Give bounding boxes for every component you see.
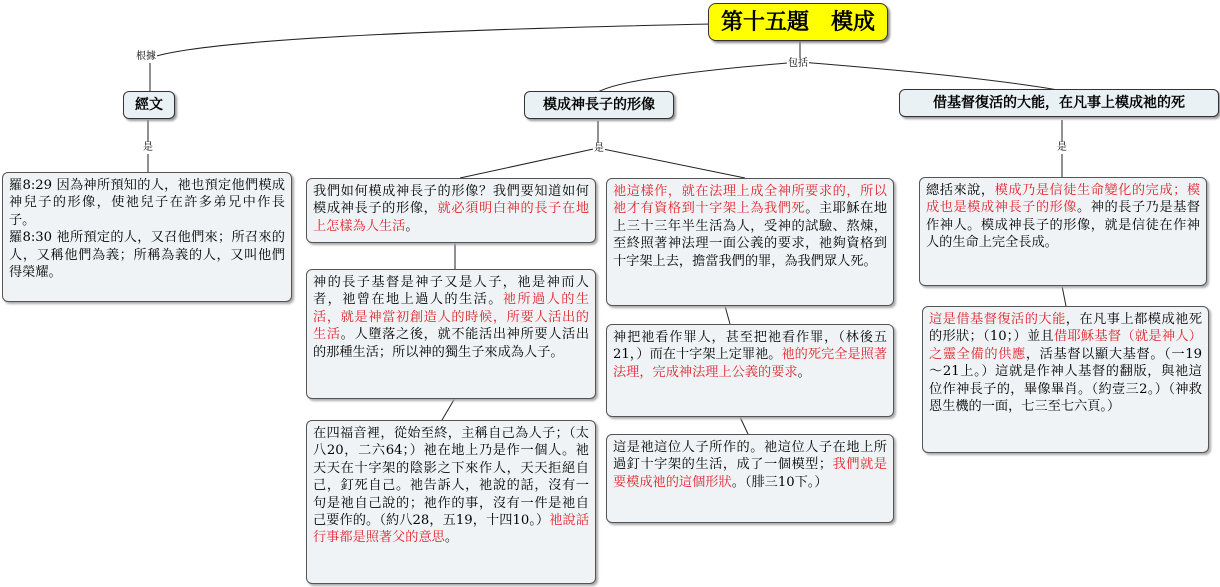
image-box-2[interactable]: 神的長子基督是神子又是人子，祂是神而人者，祂曾在地上過人的生活。祂所過人的生活，就是神當初創造人的時候，所要人活出的生活。人墮落之後，就不能活出神所要人活出的那種生活；所以神的獨生子來成為人子。: [306, 269, 596, 399]
scripture-box[interactable]: 羅8:29 因為神所預知的人，祂也預定他們模成神兒子的形像，使祂兒子在許多弟兄中作長子。 羅8:30 祂所預定的人，又召他們來；所召來的人，又稱他們為義；所稱為義的人，又叫他們得榮耀。: [2, 172, 292, 302]
branch-power[interactable]: 借基督復活的大能，在凡事上模成祂的死: [899, 89, 1219, 117]
branch-scripture[interactable]: 經文: [123, 91, 175, 119]
power-box-1[interactable]: 總括來說，模成乃是信徒生命變化的完成；模成也是模成神長子的形像。神的長子乃是基督作神人。模成神長子的形像，就是信徒在作神人的生命上完全長成。: [919, 177, 1207, 286]
line-p1-p2: [1062, 286, 1066, 306]
label-is-power: 是: [1057, 142, 1067, 153]
root-topic[interactable]: 第十五題 模成: [708, 3, 888, 41]
image-box-4[interactable]: 祂這樣作，就在法理上成全神所要求的，所以祂才有資格到十字架上為我們死。主耶穌在地上三十三年半生活為人，受神的試驗、熬煉，至終照著神法理一面公義的要求，祂夠資格到十字架上去，擔當我們的罪，為我們眾人死。: [606, 178, 894, 306]
label-includes: 包括: [788, 58, 808, 69]
label-is-image: 是: [594, 143, 604, 154]
line-b5-b6: [740, 417, 748, 434]
line-b2-b3: [442, 398, 455, 420]
line-root-scripture: [150, 24, 712, 92]
image-box-1[interactable]: 我們如何模成神長子的形像？我們要知道如何模成神長子的形像，就必須明白神的長子在地上怎樣為人生活。: [306, 178, 596, 243]
power-box-2[interactable]: 這是借基督復活的大能，在凡事上都模成祂死的形狀；（10；）並且借耶穌基督（就是神人）之靈全備的供應，活基督以顯大基督。（一19～21上。）這就是作神人基督的翻版，與祂這位作神長子的，畢像畢肖。（約壹三2。）（神救恩生機的一面，七三至七六頁。）: [922, 306, 1209, 453]
image-box-5[interactable]: 神把祂看作罪人，甚至把祂看作罪，（林後五21，）而在十字架上定罪祂。祂的死完全是照著法理，完成神法理上公義的要求。: [606, 324, 894, 417]
line-b4-b5: [725, 306, 730, 324]
label-basis: 根據: [136, 51, 156, 62]
label-is-scripture: 是: [143, 142, 153, 153]
line-hub-power: [800, 62, 1058, 90]
image-box-6[interactable]: 這是祂這位人子所作的。祂這位人子在地上所過釘十字架的生活，成了一個模型；我們就是要模成祂的這個形狀。（腓三10下。）: [606, 434, 894, 523]
line-imagehub-b4: [598, 148, 745, 178]
branch-image[interactable]: 模成神長子的形像: [524, 91, 674, 119]
image-box-3[interactable]: 在四福音裡，從始至終，主稱自己為人子；（太八20，二六64；）祂在地上乃是作一個人。祂天天在十字架的陰影之下來作人，天天拒絕自己，釘死自己。祂告訴人，祂說的話，沒有一句是祂自己說的；祂作的事，沒有一件是祂自己要作的。（約八28，五19，十四10。）祂說話行事都是照著父的意思。: [306, 420, 596, 584]
line-imagehub-b1: [460, 148, 598, 178]
line-hub-image: [598, 62, 800, 92]
